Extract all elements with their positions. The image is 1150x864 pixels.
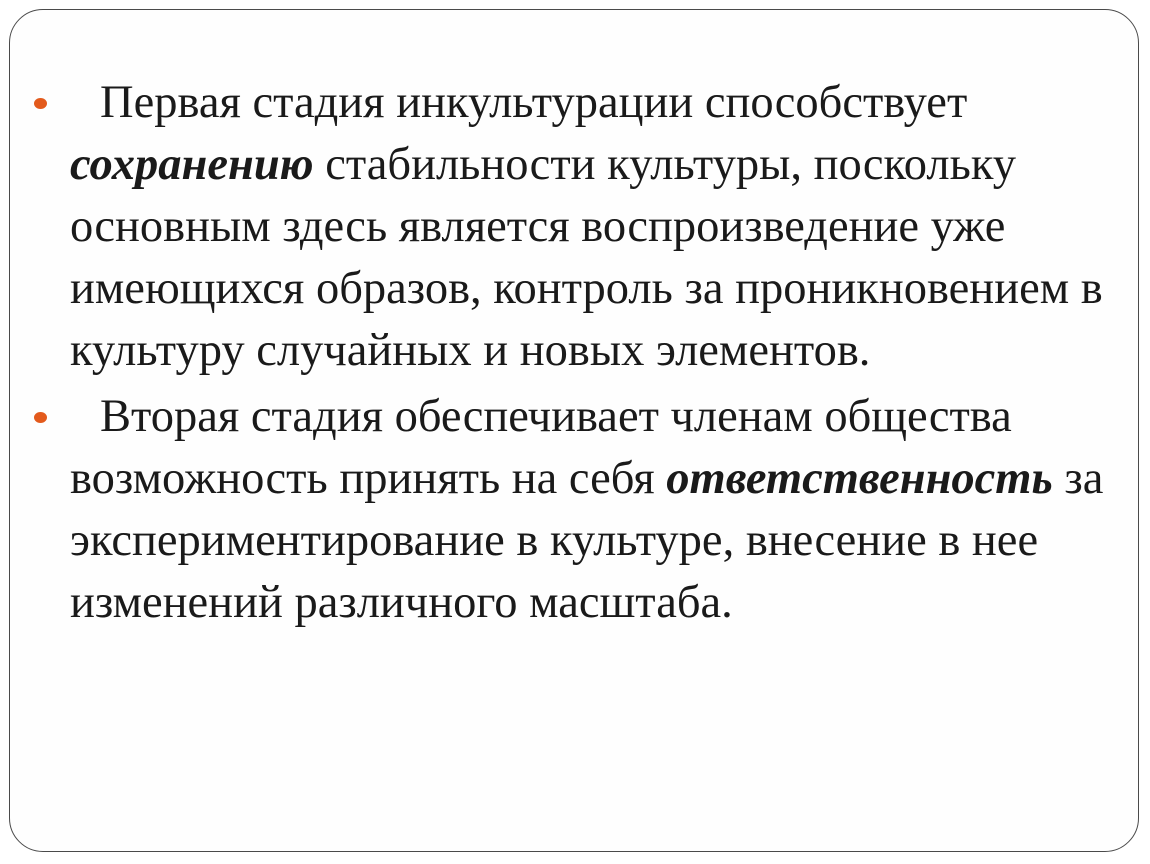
paragraph-1-emphasis: сохранению <box>70 139 314 190</box>
bullet-paragraph-2 <box>70 386 1110 634</box>
paragraph-1-text-before: Первая стадия инкультурации способствует <box>100 77 968 128</box>
paragraph-2-text-before: Вторая стадия обеспечивает членам общества возможность принять на себя <box>70 391 1012 504</box>
paragraph-2-emphasis: ответственность <box>666 453 1053 504</box>
bullet-paragraph-1 <box>70 72 1110 382</box>
bullet-dot-icon <box>34 412 47 423</box>
bullet-dot-icon <box>34 98 47 109</box>
slide-body <box>70 72 1110 634</box>
paragraph-1-text-after: стабильности культуры, поскольку основным здесь является воспроизведение уже имеющихся образов, контроль за проникновением в культуру случайных и новых элементов. <box>70 139 1103 376</box>
paragraph-2-text-after: за экспериментирование в культуре, внесение в нее изменений различного масштаба. <box>70 453 1104 628</box>
